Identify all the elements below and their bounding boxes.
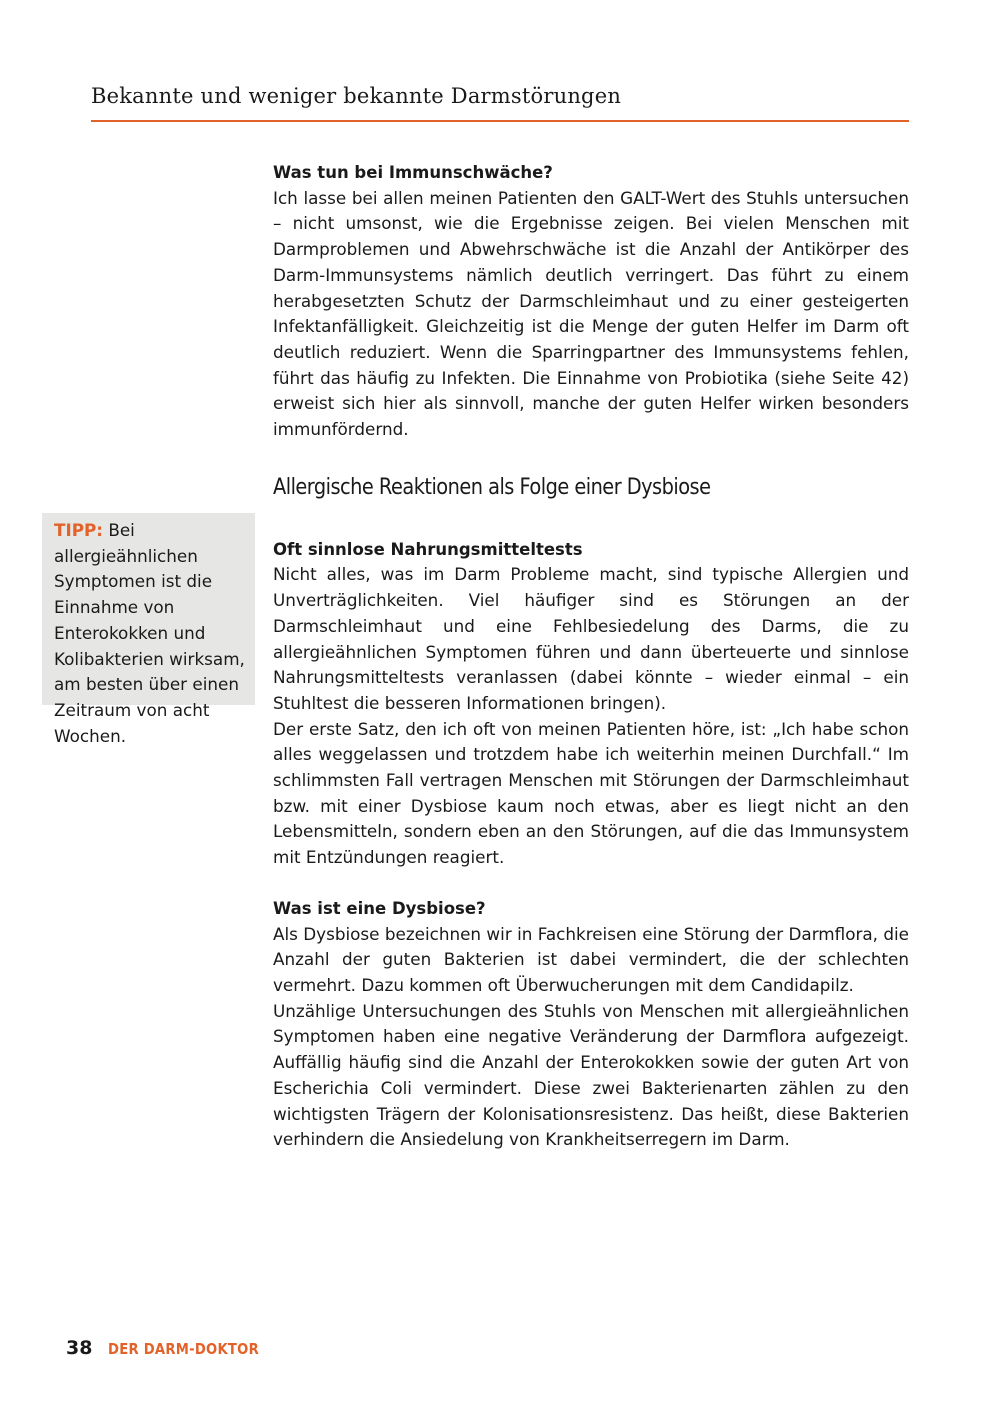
tip-text: Bei allergieähnlichen Symptomen ist die Einnahme von Enterokokken und Kolibakterien wirksam, am besten über einen Zeitraum von acht Wochen. <box>54 520 245 746</box>
tip-box <box>42 513 255 746</box>
header-divider <box>91 120 909 122</box>
subhead-nahrungsmitteltests: Oft sinnlose Nahrungsmitteltests <box>273 539 583 559</box>
spacer <box>273 871 909 896</box>
section-title-allergische-reaktionen: Allergische Reaktionen als Folge einer Dysbiose <box>273 474 711 500</box>
page-number: 38 <box>66 1337 93 1359</box>
main-text-column <box>273 160 909 1153</box>
running-header-title: Bekannte und weniger bekannte Darmstörungen <box>91 84 622 108</box>
page-footer <box>66 1337 286 1359</box>
tip-text-block <box>54 518 247 749</box>
subhead-immunschwaeche: Was tun bei Immunschwäche? <box>273 163 553 182</box>
subhead-dysbiose: Was ist eine Dysbiose? <box>273 898 486 918</box>
paragraph-untersuchungen: Unzählige Untersuchungen des Stuhls von Menschen mit allergieähnlichen Symptomen haben eine negative Veränderung der Darmflora aufgezeigt. Auffällig häufig sind die Anzahl der Enterokokken sowie der guten Art von Escherichia Coli vermindert. Diese zwei Bakterienarten zählen zu den wichtigsten Trägern der Kolonisationsresistenz. Das heißt, diese Bakterien verhindern die Ansiedelung von Krankheitserregern im Darm. <box>273 1000 909 1150</box>
paragraph-immunschwaeche: Ich lasse bei allen meinen Patienten den GALT-Wert des Stuhls untersuchen – nicht umsonst, wie die Ergebnisse zeigen. Bei vielen Menschen mit Darmproblemen und Abwehrschwäche ist die Anzahl der Antikörper des Darm-Immunsystems nämlich deutlich verringert. Das führt zu einem herabgesetzten Schutz der Darmschleimhaut und zu einer gesteigerten Infektanfälligkeit. Gleichzeitig ist die Menge der guten Helfer im Darm oft deutlich reduziert. Wenn die Sparringpartner des Immunsystems fehlen, führt das häufig zu Infekten. Die Einnahme von Probiotika (siehe Seite 42) erweist sich hier als sinnvoll, manche der guten Helfer wirken besonders immunfördernd. <box>273 187 909 440</box>
spacer <box>273 504 909 537</box>
paragraph-erster-satz: Der erste Satz, den ich oft von meinen Patienten höre, ist: „Ich habe schon alles weggelassen und trotzdem habe ich weiterhin meinen Durchfall.“ Im schlimmsten Fall vertragen Menschen mit Störungen der Darmschleimhaut bzw. mit einer Dysbiose kaum noch etwas, aber es liegt nicht an den Lebensmitteln, sondern eben an den Störungen, auf die das Immunsystem mit Entzündungen reagiert. <box>273 718 909 868</box>
book-title: DER DARM-DOKTOR <box>108 1340 260 1358</box>
paragraph-nahrungsmitteltests: Nicht alles, was im Darm Probleme macht, sind typische Allergien und Unverträglichkeiten. Viel häufiger sind es Störungen an der Darmschleimhaut und eine Fehlbesiedelung des Darms, die zu allergieähnlichen Symptomen führen und dann überteuerte und sinnlose Nahrungsmitteltests veranlassen (dabei könnte – wieder einmal – ein Stuhltest die besseren Informationen bringen). <box>273 564 909 713</box>
tip-label: TIPP: <box>54 520 103 540</box>
paragraph-dysbiose-definition: Als Dysbiose bezeichnen wir in Fachkreisen eine Störung der Darmflora, die Anzahl der guten Bakterien ist dabei vermindert, die der schlechten vermehrt. Dazu kommen oft Überwucherungen mit dem Candidapilz. <box>273 923 909 995</box>
